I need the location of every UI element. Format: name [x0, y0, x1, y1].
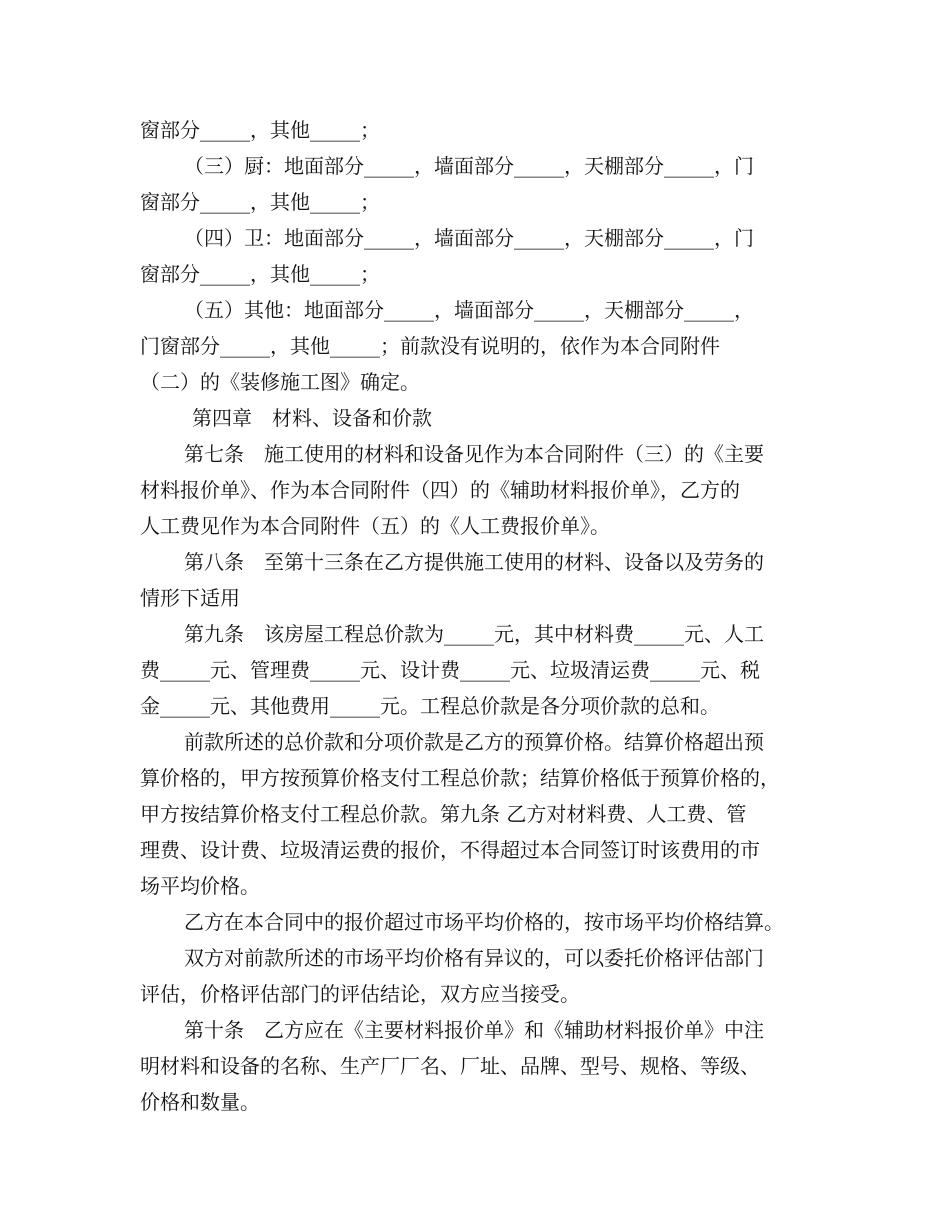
text-line: 甲方按结算价格支付工程总价款。第九条 乙方对材料费、人工费、管 [140, 802, 747, 826]
chapter-heading: 第四章 材料、设备和价款 [192, 406, 432, 430]
text-line: 评估，价格评估部门的评估结论，双方应当接受。 [140, 982, 580, 1006]
text-line: 价格和数量。 [140, 1090, 260, 1114]
text-line: 窗部分_____，其他_____； [140, 190, 380, 214]
text-line: 前款所述的总价款和分项价款是乙方的预算价格。结算价格超出预 [184, 730, 764, 754]
text-line: 人工费见作为本合同附件（五）的《人工费报价单》。 [140, 514, 610, 538]
text-line: 材料报价单》、作为本合同附件（四）的《辅助材料报价单》，乙方的 [140, 478, 740, 502]
text-line: 金_____元、其他费用_____元。工程总价款是各分项价款的总和。 [140, 694, 720, 718]
text-line: 算价格的，甲方按预算价格支付工程总价款；结算价格低于预算价格的， [140, 766, 780, 790]
text-line: 理费、设计费、垃圾清运费的报价，不得超过本合同签订时该费用的市 [140, 838, 760, 862]
text-line: 第九条 该房屋工程总价款为_____元，其中材料费_____元、人工 [184, 622, 764, 646]
text-line: 窗部分_____，其他_____； [140, 262, 380, 286]
text-line: （四）卫：地面部分_____，墙面部分_____，天棚部分_____，门 [184, 226, 754, 250]
text-line: 费_____元、管理费_____元、设计费_____元、垃圾清运费_____元、税 [140, 658, 760, 682]
text-line: （二）的《装修施工图》确定。 [140, 370, 420, 394]
text-line: 双方对前款所述的市场平均价格有异议的，可以委托价格评估部门 [184, 946, 764, 970]
text-line: 场平均价格。 [140, 874, 260, 898]
text-line: （五）其他：地面部分_____，墙面部分_____，天棚部分_____， [184, 298, 754, 322]
text-line: 情形下适用 [140, 586, 240, 610]
text-line: 乙方在本合同中的报价超过市场平均价格的，按市场平均价格结算。 [184, 910, 784, 934]
text-line: 窗部分_____，其他_____； [140, 118, 380, 142]
text-line: 第十条 乙方应在《主要材料报价单》和《辅助材料报价单》中注 [184, 1018, 764, 1042]
text-line: 第七条 施工使用的材料和设备见作为本合同附件（三）的《主要 [184, 442, 764, 466]
text-line: 明材料和设备的名称、生产厂厂名、厂址、品牌、型号、规格、等级、 [140, 1054, 760, 1078]
text-line: （三）厨：地面部分_____，墙面部分_____，天棚部分_____，门 [184, 154, 754, 178]
text-line: 第八条 至第十三条在乙方提供施工使用的材料、设备以及劳务的 [184, 550, 764, 574]
text-line: 门窗部分_____，其他_____；前款没有说明的，依作为本合同附件 [140, 334, 720, 358]
